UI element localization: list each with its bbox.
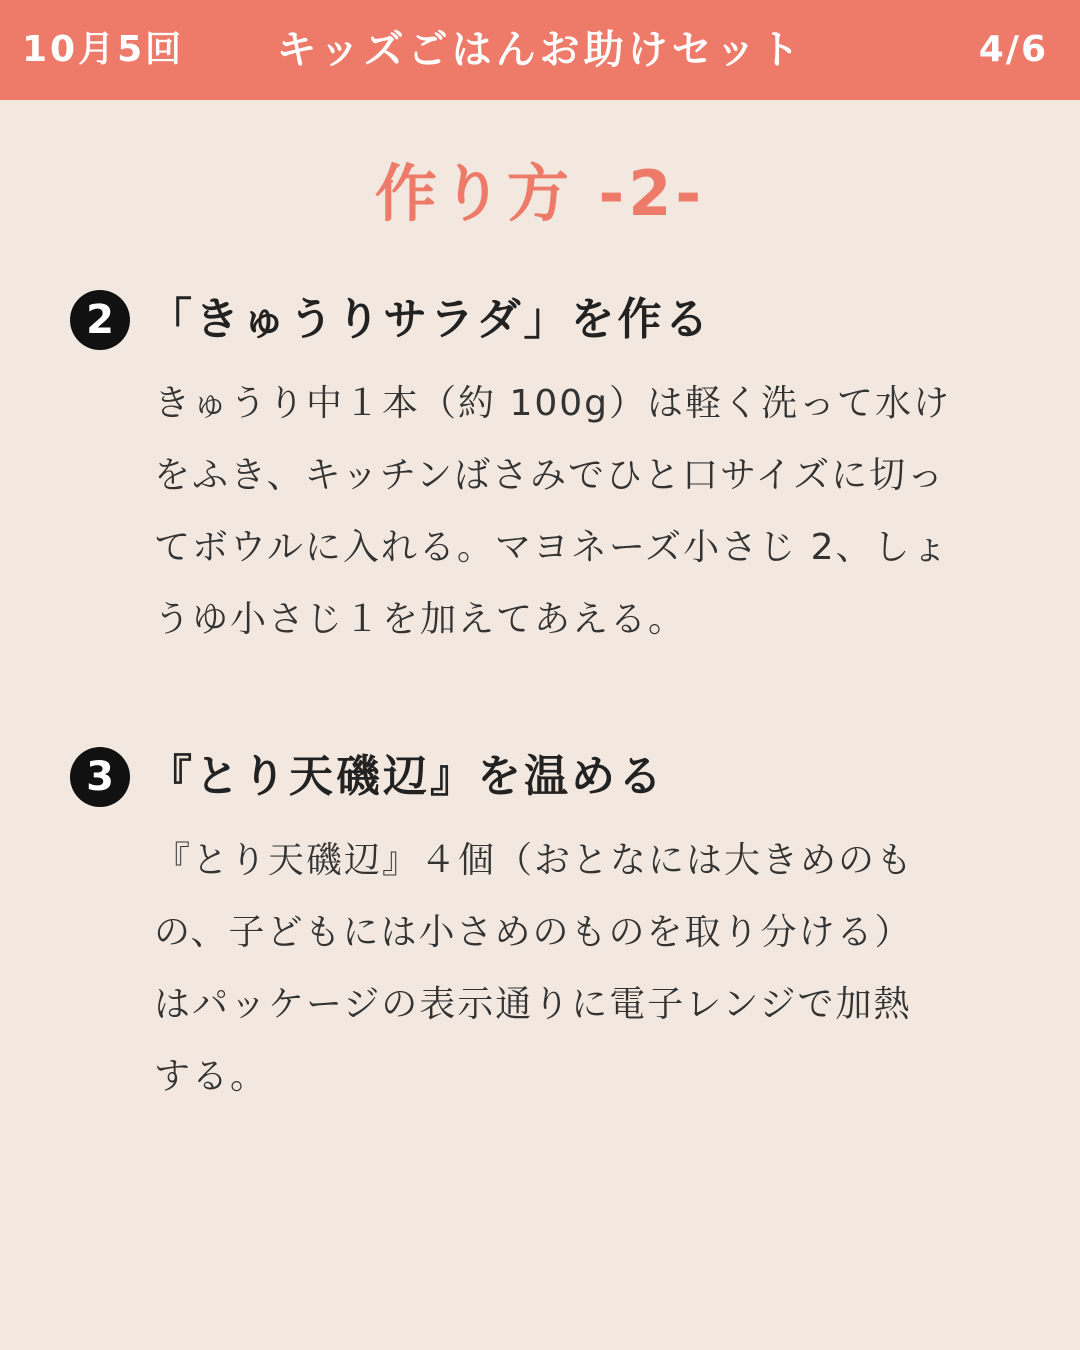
step-title: 「きゅうりサラダ」を作る xyxy=(148,294,712,345)
page-title: 作り方 -2- xyxy=(374,157,706,230)
instruction-line: てボウルに入れる。マヨネーズ小さじ 2、しょ xyxy=(154,527,950,568)
date-label: 10月5回 xyxy=(22,29,185,70)
step-2 xyxy=(70,288,1010,656)
step-title: 『とり天磯辺』を温める xyxy=(148,751,665,802)
step-header xyxy=(70,745,1010,809)
header-bar xyxy=(0,0,1080,100)
step-header xyxy=(70,288,1010,352)
step-3 xyxy=(70,745,1010,1113)
step-instructions xyxy=(154,825,984,1113)
instruction-line: きゅうり中１本（約 100g）は軽く洗って水け xyxy=(154,383,952,424)
page-indicator: 4/6 xyxy=(978,29,1048,70)
instruction-line: 『とり天磯辺』４個（おとなには大きめのも xyxy=(154,840,915,881)
step-instructions xyxy=(154,368,984,656)
step-number-badge: 2 xyxy=(70,290,130,350)
instruction-line: する。 xyxy=(154,1056,269,1097)
instruction-line: の、子どもには小さめのものを取り分ける） xyxy=(154,912,913,953)
instruction-line: はパッケージの表示通りに電子レンジで加熱 xyxy=(154,984,912,1025)
instruction-line: をふき、キッチンばさみでひと口サイズに切っ xyxy=(154,455,946,496)
instruction-line: うゆ小さじ１を加えてあえる。 xyxy=(154,599,687,640)
step-number-badge: 3 xyxy=(70,747,130,807)
header-title: キッズごはんお助けセット xyxy=(276,27,804,73)
